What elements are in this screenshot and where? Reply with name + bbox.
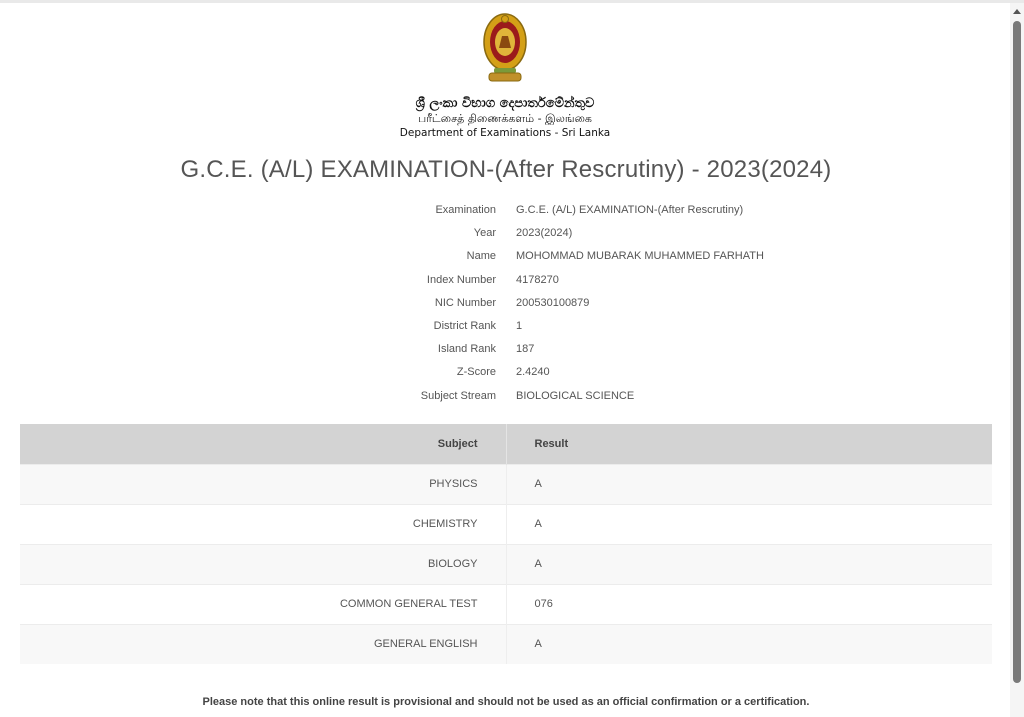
info-value: 4178270 [516,273,559,286]
subject-cell: BIOLOGY [20,544,506,584]
sri-lanka-emblem-icon [475,10,535,86]
dept-name-sinhala: ශ්‍රී ලංකා විභාග දෙපාර්තමේන්තුව [415,96,595,111]
info-value: G.C.E. (A/L) EXAMINATION-(After Rescrutiny) [516,204,744,216]
results-table [20,424,992,664]
dept-name-english: Department of Examinations - Sri Lanka [399,127,611,139]
scrollbar-thumb[interactable] [1013,21,1021,683]
info-value: BIOLOGICAL SCIENCE [516,389,635,402]
info-label: Examination [435,204,496,216]
top-border [0,0,1024,3]
info-value: 1 [516,319,523,332]
info-label: Subject Stream [420,389,496,402]
info-row-nic-number [0,295,1010,318]
info-value: 2023(2024) [516,227,573,240]
table-row [20,544,992,584]
info-value: 200530100879 [516,296,590,309]
info-row-subject-stream [0,388,1010,411]
info-row-year [0,225,1010,248]
subject-cell: PHYSICS [20,464,506,504]
dept-name-tamil: பரீட்சைத் திணைக்களம் - இலங்கை [418,112,592,125]
info-row-examination [0,202,1010,225]
info-label: Year [473,227,496,240]
info-label: Name [466,250,496,263]
result-cell: A [506,464,992,504]
subject-column-header: Subject [20,424,506,464]
page-header [0,10,1010,141]
result-cell: A [506,544,992,584]
info-row-z-score [0,364,1010,387]
scroll-up-arrow-icon[interactable] [1013,9,1021,14]
vertical-scrollbar[interactable] [1010,3,1024,717]
table-row [20,584,992,624]
info-value: 2.4240 [516,366,550,379]
info-row-name [0,248,1010,271]
subject-cell: CHEMISTRY [20,504,506,544]
info-row-island-rank [0,341,1010,364]
info-label: Index Number [426,273,496,286]
subject-cell: COMMON GENERAL TEST [20,584,506,624]
candidate-info [0,202,1010,411]
provisional-notice: Please note that this online result is provisional and should not be used as an official confirmation or a certification. [202,696,810,708]
info-label: NIC Number [434,296,496,309]
page-title: G.C.E. (A/L) EXAMINATION-(After Rescrutiny) - 2023(2024) [180,156,832,183]
subject-cell: GENERAL ENGLISH [20,624,506,664]
info-label: Island Rank [437,343,496,356]
info-label: District Rank [433,319,496,332]
result-cell: A [506,504,992,544]
info-value: 187 [516,343,535,356]
result-cell: A [506,624,992,664]
info-label: Z-Score [456,366,496,379]
table-row [20,504,992,544]
info-row-index-number [0,272,1010,295]
info-row-district-rank [0,318,1010,341]
table-row [20,464,992,504]
result-cell: 076 [506,584,992,624]
table-row [20,624,992,664]
result-column-header: Result [534,437,569,450]
info-value: MOHOMMAD MUBARAK MUHAMMED FARHATH [516,250,764,263]
results-header-row [20,424,992,464]
